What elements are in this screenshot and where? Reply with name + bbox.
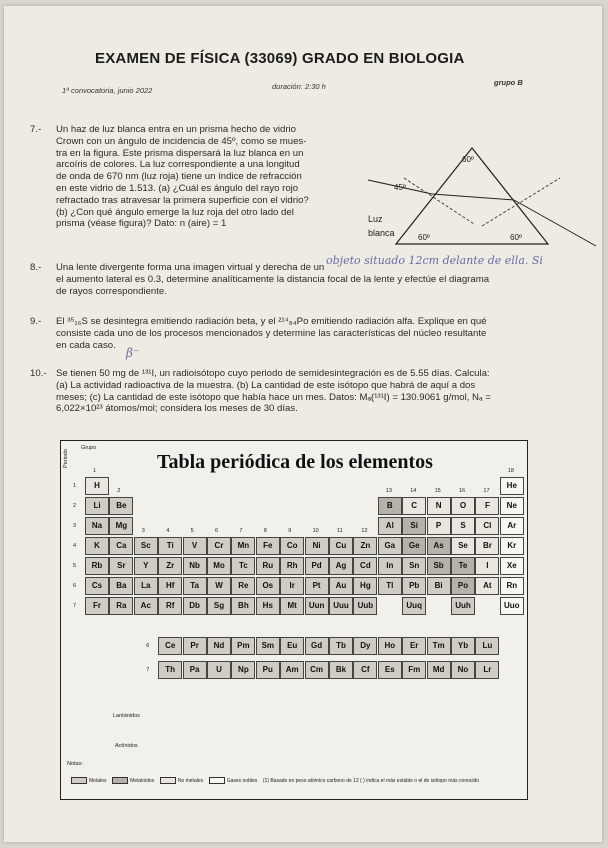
group-number: 5 (190, 528, 194, 534)
incidence-angle: 45º (394, 183, 406, 192)
q10-line: (a) La actividad radioactiva de la muestra. (b) La cantidad de este isótopo que habrá de aquí a dos (56, 379, 476, 391)
element-cell: Ti (158, 537, 182, 555)
element-cell: Ne (500, 497, 524, 515)
element-cell: H (85, 477, 109, 495)
element-cell: He (500, 477, 524, 495)
element-cell: Co (280, 537, 304, 555)
element-cell: Ag (329, 557, 353, 575)
actinide-cell: Bk (329, 661, 353, 679)
element-cell: Bh (231, 597, 255, 615)
element-cell: Zr (158, 557, 182, 575)
q7-line: de onda de 670 nm (luz roja) tiene un índice de refracción (56, 171, 302, 183)
duration: duración: 2:30 h (272, 82, 326, 91)
group-number: 3 (141, 528, 145, 534)
legend-item-metaloides: Metaloides (112, 778, 154, 784)
q7-line: tra en la figura. Este prisma dispersará la luz blanca en un (56, 147, 304, 159)
lanthanide-cell: Tm (427, 637, 451, 655)
element-cell: Os (256, 577, 280, 595)
element-cell: Ga (378, 537, 402, 555)
legend-item-metales: Metales (71, 778, 107, 784)
period-number: 2 (73, 503, 77, 509)
element-cell: Pt (305, 577, 329, 595)
actinidos-label: Actínidos (115, 743, 138, 749)
group-number: 14 (410, 488, 417, 494)
group-number: 13 (385, 488, 392, 494)
element-cell: Hf (158, 577, 182, 595)
normal-line (404, 178, 474, 224)
group-number: 7 (239, 528, 243, 534)
footnote: (1) Basado en peso atómico carbono de 12 ( ) indica el más estable o el de isótopo más conocido (262, 777, 480, 784)
element-cell: Cu (329, 537, 353, 555)
actinide-cell: Th (158, 661, 182, 679)
element-cell: Na (85, 517, 109, 535)
q9-line: El ³⁵₁₆S se desintegra emitiendo radiación beta, y el ²¹⁴₈₄Po emitiendo radiación alfa. Explique en qué (56, 316, 487, 327)
element-cell: Se (451, 537, 475, 555)
group-number: 15 (434, 488, 441, 494)
emergent-ray (514, 200, 596, 246)
element-cell: Tc (231, 557, 255, 575)
element-cell: Mn (231, 537, 255, 555)
element-cell: Pd (305, 557, 329, 575)
lanthanide-cell: Gd (305, 637, 329, 655)
element-cell: Ra (109, 597, 133, 615)
element-cell: Hs (256, 597, 280, 615)
element-cell: Cl (475, 517, 499, 535)
period-number: 4 (73, 543, 77, 549)
element-cell: Pb (402, 577, 426, 595)
element-cell: Db (183, 597, 207, 615)
period-number: 5 (73, 563, 77, 569)
group-number: 8 (263, 528, 267, 534)
act-period-number: 7 (146, 667, 150, 673)
element-cell: As (427, 537, 451, 555)
element-cell: Au (329, 577, 353, 595)
element-cell: Bi (427, 577, 451, 595)
element-cell: Te (451, 557, 475, 575)
actinide-cell: Lr (475, 661, 499, 679)
periodic-table-title: Tabla periódica de los elementos (157, 451, 433, 473)
lanthanide-cell: Er (402, 637, 426, 655)
element-cell: Ni (305, 537, 329, 555)
group-label: grupo B (494, 78, 523, 87)
lanthanide-cell: Ce (158, 637, 182, 655)
element-cell: Uuo (500, 597, 524, 615)
actinide-cell: Md (427, 661, 451, 679)
group-number: 6 (215, 528, 219, 534)
element-cell: At (475, 577, 499, 595)
element-cell: Rh (280, 557, 304, 575)
question-number: 10.- (30, 368, 47, 379)
element-cell: Ca (109, 537, 133, 555)
actinide-cell: Es (378, 661, 402, 679)
handwritten-note-q8: objeto situado 12cm delante de ella. Si (326, 254, 543, 267)
convocatoria: 1ª convocatoria, junio 2022 (62, 86, 153, 95)
lan-period-number: 6 (146, 643, 150, 649)
q7-line: arcoíris de colores. La luz correspondiente a una longitud (56, 159, 300, 171)
element-cell: Uuh (451, 597, 475, 615)
actinide-cell: Pa (183, 661, 207, 679)
question-number: 8.- (30, 262, 42, 273)
q7-line: Crown con un ángulo de incidencia de 45º, como se mues- (56, 135, 307, 147)
actinide-cell: Np (231, 661, 255, 679)
element-cell: Fe (256, 537, 280, 555)
element-cell: Rb (85, 557, 109, 575)
q8-line: Una lente divergente forma una imagen virtual y derecha de un (56, 262, 325, 273)
element-cell: Zn (353, 537, 377, 555)
q9-line: consiste cada uno de los procesos mencionados y determine las características del núcleo resultante (56, 327, 487, 339)
element-cell: N (427, 497, 451, 515)
period-number: 6 (73, 583, 77, 589)
element-cell: Cs (85, 577, 109, 595)
actinide-cell: U (207, 661, 231, 679)
group-number: 17 (483, 488, 490, 494)
q7-line: prisma (véase figura)? Dato: n (aire) = 1 (56, 218, 227, 230)
actinide-cell: No (451, 661, 475, 679)
element-cell: S (451, 517, 475, 535)
lanthanide-cell: Pr (183, 637, 207, 655)
element-cell: Al (378, 517, 402, 535)
q10-line: 6,022×10²³ átomos/mol; considera los meses de 30 días. (56, 403, 298, 415)
element-cell: Br (475, 537, 499, 555)
element-cell: W (207, 577, 231, 595)
legend (71, 777, 479, 784)
element-cell: Ir (280, 577, 304, 595)
lanthanide-cell: Sm (256, 637, 280, 655)
lanthanide-cell: Lu (475, 637, 499, 655)
element-cell: Sc (134, 537, 158, 555)
group-number: 4 (166, 528, 170, 534)
element-cell: Cd (353, 557, 377, 575)
element-cell: O (451, 497, 475, 515)
element-cell: Sg (207, 597, 231, 615)
apex-angle: 60º (462, 155, 474, 164)
q7-line: Un haz de luz blanca entra en un prisma hecho de vidrio (56, 124, 296, 135)
element-cell: Tl (378, 577, 402, 595)
q10-line: meses; (c) La cantidad de este isótopo que había hace un mes. Datos: Mₐ(¹³¹I) = 130.9061 g/mol, Nₐ = (56, 391, 491, 403)
element-cell: La (134, 577, 158, 595)
element-cell: Rn (500, 577, 524, 595)
group-number: 10 (312, 528, 319, 534)
actinide-cell: Cf (353, 661, 377, 679)
element-cell: Ge (402, 537, 426, 555)
element-cell: Sn (402, 557, 426, 575)
notas-label: Notas: (67, 761, 83, 767)
element-cell: Ac (134, 597, 158, 615)
element-cell: C (402, 497, 426, 515)
actinide-cell: Fm (402, 661, 426, 679)
q7-line: (b) ¿Con qué ángulo emerge la luz roja del otro lado del (56, 206, 294, 218)
element-cell: Uub (353, 597, 377, 615)
group-number: 2 (117, 488, 121, 494)
element-cell: V (183, 537, 207, 555)
lanthanide-cell: Pm (231, 637, 255, 655)
element-cell: Uuu (329, 597, 353, 615)
element-cell: Mo (207, 557, 231, 575)
question-10 (30, 368, 596, 415)
group-number: 16 (459, 488, 466, 494)
lanthanide-cell: Dy (353, 637, 377, 655)
element-cell: Ar (500, 517, 524, 535)
element-cell: Hg (353, 577, 377, 595)
element-cell: P (427, 517, 451, 535)
element-cell: Po (451, 577, 475, 595)
element-cell: Mg (109, 517, 133, 535)
q8-line: el aumento lateral es 0.3, determine analíticamente la distancia focal de la lente y efectúe el diagrama (56, 273, 490, 285)
light-label-2: blanca (368, 228, 395, 238)
element-cell: Ta (183, 577, 207, 595)
lanthanide-cell: Nd (207, 637, 231, 655)
element-cell: F (475, 497, 499, 515)
light-label-1: Luz (368, 214, 383, 224)
period-number: 3 (73, 523, 77, 529)
element-cell: Uun (305, 597, 329, 615)
element-cell: Ba (109, 577, 133, 595)
q10-line: Se tienen 50 mg de ¹³¹I, un radioisótopo cuyo periodo de semidesintegración es de 5.55 días. Calcula: (56, 368, 490, 379)
element-cell: Mt (280, 597, 304, 615)
group-number: 9 (288, 528, 292, 534)
element-cell: Fr (85, 597, 109, 615)
element-cell: Kr (500, 537, 524, 555)
right-base-angle: 60º (510, 233, 522, 242)
prism-figure (364, 134, 604, 254)
q8-line: de rayos correspondiente. (56, 285, 167, 297)
lanthanide-cell: Ho (378, 637, 402, 655)
question-8 (30, 262, 596, 297)
element-cell: Sr (109, 557, 133, 575)
actinide-cell: Cm (305, 661, 329, 679)
lantanidos-label: Lantánidos (113, 713, 140, 719)
q7-line: refractado tras atravesar la primera superficie con el vidrio? (56, 194, 309, 206)
q9-line: en cada caso. (56, 339, 116, 351)
lanthanide-cell: Yb (451, 637, 475, 655)
legend-item-gases-nobles: Gases nobles (209, 778, 258, 784)
element-cell: Cr (207, 537, 231, 555)
element-cell: Re (231, 577, 255, 595)
refracted-ray (432, 194, 514, 200)
question-number: 9.- (30, 316, 42, 327)
grupo-label: Grupo (81, 445, 97, 451)
element-cell: Be (109, 497, 133, 515)
element-cell: Li (85, 497, 109, 515)
period-number: 7 (73, 603, 77, 609)
q7-line: en este vidrio de 1.513. (a) ¿Cuál es ángulo del rayo rojo (56, 182, 299, 194)
group-number: 11 (337, 528, 343, 534)
element-cell: Ru (256, 557, 280, 575)
periodo-label: Periodo (63, 449, 69, 468)
group-number: 18 (507, 468, 514, 474)
question-7 (30, 124, 356, 230)
element-cell: Uuq (402, 597, 426, 615)
actinide-cell: Am (280, 661, 304, 679)
element-cell: I (475, 557, 499, 575)
lanthanide-cell: Eu (280, 637, 304, 655)
element-cell: Rf (158, 597, 182, 615)
handwritten-note-q9: β⁻ (126, 346, 140, 360)
element-cell: K (85, 537, 109, 555)
period-number: 1 (73, 483, 77, 489)
element-cell: Xe (500, 557, 524, 575)
element-cell: In (378, 557, 402, 575)
lanthanide-cell: Tb (329, 637, 353, 655)
element-cell: Y (134, 557, 158, 575)
question-number: 7.- (30, 124, 42, 135)
element-cell: B (378, 497, 402, 515)
element-cell: Nb (183, 557, 207, 575)
group-number: 1 (93, 468, 97, 474)
legend-item-no-metales: No metales (160, 778, 203, 784)
element-cell: Sb (427, 557, 451, 575)
group-number: 12 (361, 528, 368, 534)
left-base-angle: 60º (418, 233, 430, 242)
periodic-table (60, 440, 528, 800)
actinide-cell: Pu (256, 661, 280, 679)
element-cell: Si (402, 517, 426, 535)
exam-title: EXAMEN DE FÍSICA (33069) GRADO EN BIOLOGIA (95, 50, 465, 67)
